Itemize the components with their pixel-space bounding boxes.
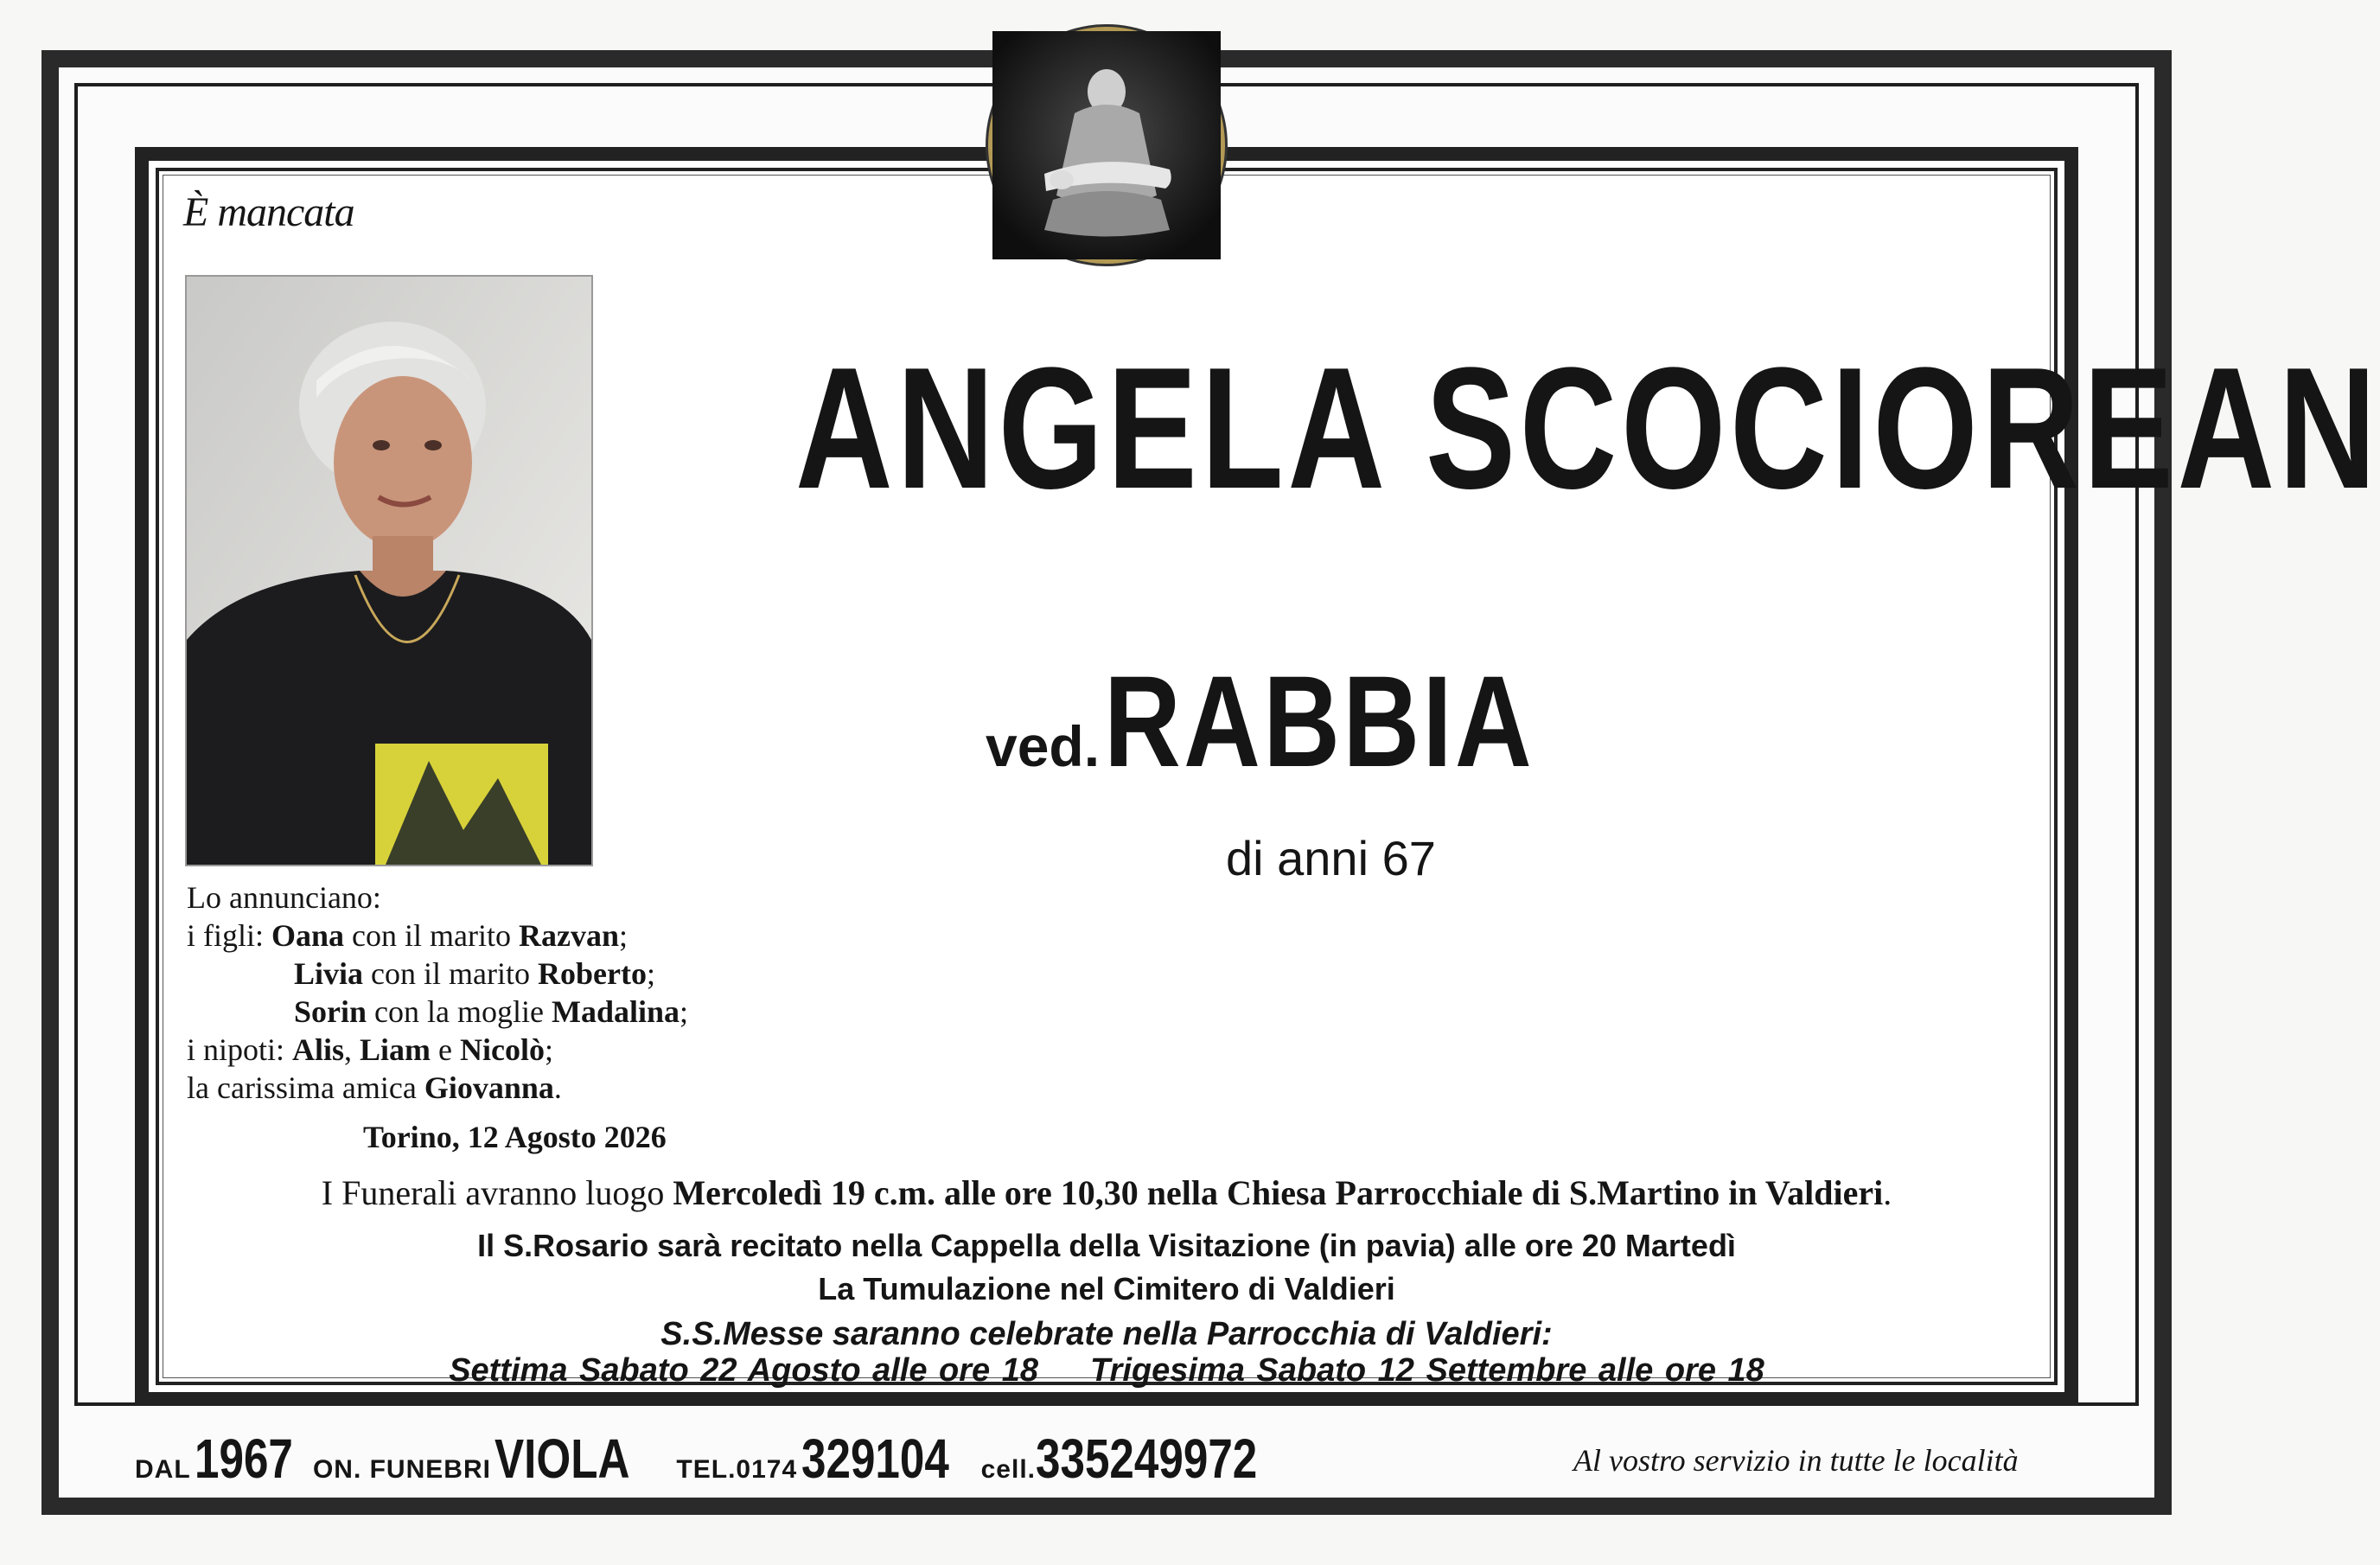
- announcement-text: ;: [680, 994, 689, 1029]
- announcement-name: Livia: [294, 956, 364, 991]
- trigesima-text: Trigesima Sabato 12 Settembre alle ore 18: [1090, 1352, 1764, 1389]
- tumulazione-line: La Tumulazione nel Cimitero di Valdieri: [818, 1271, 1395, 1306]
- announcement-text: ;: [545, 1032, 554, 1067]
- announcement-text: e: [431, 1032, 461, 1067]
- widow-prefix: ved.: [986, 714, 1101, 778]
- announcement-name: Oana: [271, 918, 345, 953]
- announcement-name: Madalina: [551, 994, 680, 1029]
- announcement-name: Sorin: [294, 994, 367, 1029]
- announcement-name: Giovanna: [424, 1070, 554, 1105]
- portrait-photo: [185, 275, 593, 866]
- service-tagline: Al vostro servizio in tutte le località: [1573, 1443, 2019, 1478]
- settima-text: Settima Sabato 22 Agosto alle ore 18: [449, 1352, 1039, 1389]
- funerali-normal: I Funerali avranno luogo: [321, 1173, 673, 1212]
- footer-onf: ON. FUNEBRI: [312, 1455, 491, 1484]
- announcement-name: Nicolò: [460, 1032, 546, 1067]
- announcement-text: con la moglie: [367, 994, 552, 1029]
- announcement-lead: la carissima amica: [187, 1070, 417, 1105]
- rosario-line: Il S.Rosario sarà recitato nella Cappella della Visitazione (in pavia) alle ore 20 Martedì: [477, 1228, 1736, 1263]
- footer-cell-label: cell.: [980, 1455, 1036, 1484]
- announcement-name: Razvan: [519, 918, 619, 953]
- footer-cell: 335249972: [1035, 1428, 1258, 1490]
- married-surname: RABBIA: [1103, 648, 1535, 794]
- funerali-end: .: [1883, 1173, 1892, 1212]
- footer-tel-label: TEL.0174: [676, 1455, 798, 1484]
- announcement-block: [187, 878, 688, 1107]
- announcement-name: Roberto: [537, 956, 647, 991]
- intro-text: È mancata: [183, 189, 354, 235]
- announcement-line: [187, 1031, 688, 1069]
- announcement-text: ,: [344, 1032, 361, 1067]
- messe-dates-line: [0, 1352, 2213, 1389]
- announcement-text: con il marito: [363, 956, 538, 991]
- announcement-line: [187, 955, 688, 993]
- announcement-text: .: [553, 1070, 562, 1105]
- married-name-line: [986, 647, 1629, 796]
- messe-line: S.S.Messe saranno celebrate nella Parrocchia di Valdieri:: [660, 1316, 1553, 1352]
- announcement-text: ;: [646, 956, 655, 991]
- announcement-line: [187, 917, 688, 955]
- footer-dal: DAL: [135, 1455, 191, 1484]
- announcement-lead: i figli:: [187, 918, 264, 953]
- announcement-line: [187, 993, 688, 1031]
- announcement-lead: i nipoti:: [187, 1032, 285, 1067]
- age-line: di anni 67: [1226, 831, 1436, 885]
- announcement-intro: Lo annunciano:: [187, 880, 381, 915]
- footer-year: 1967: [195, 1428, 294, 1490]
- announcement-name: Alis: [292, 1032, 345, 1067]
- announcement-text: con il marito: [344, 918, 519, 953]
- announcement-line: [187, 1069, 688, 1107]
- footer-brand: VIOLA: [495, 1428, 630, 1490]
- announcement-name: Liam: [360, 1032, 431, 1067]
- funerali-line: [0, 1172, 2213, 1213]
- footer-bar: [135, 1427, 1304, 1491]
- footer-tel: 329104: [801, 1428, 949, 1490]
- place-date: Torino, 12 Agosto 2026: [363, 1120, 667, 1154]
- funerali-bold: Mercoledì 19 c.m. alle ore 10,30 nella Chiesa Parrocchiale di S.Martino in Valdieri: [673, 1173, 1884, 1212]
- announcement-text: ;: [619, 918, 628, 953]
- deceased-name: ANGELA SCOCIOREAN: [795, 332, 2380, 525]
- pieta-medallion: [992, 31, 1221, 259]
